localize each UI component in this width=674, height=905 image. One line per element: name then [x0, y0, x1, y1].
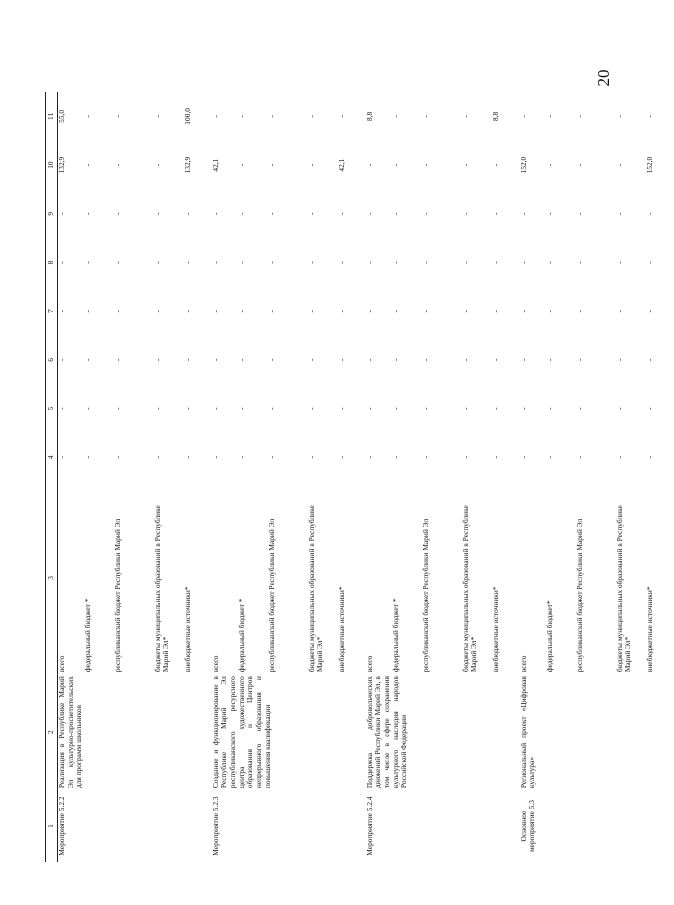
value-cell: - — [152, 163, 162, 167]
value-cell: - — [614, 115, 624, 118]
value-cell: - — [490, 456, 500, 459]
value-cell: - — [112, 407, 122, 410]
value-cell: - — [614, 163, 624, 167]
value-cell: - — [82, 309, 92, 313]
funding-source-cell: внебюджетные источники* — [336, 586, 346, 673]
funding-source-cell: бюджеты муниципальных образований в Республике Марий Эл* — [306, 505, 325, 673]
funding-source-cell: всего — [210, 655, 220, 673]
value-cell: - — [336, 407, 346, 410]
header-cell: 3 — [46, 482, 58, 675]
value-cell: - — [644, 407, 654, 410]
value-cell: - — [490, 212, 500, 216]
value-cell: - — [644, 456, 654, 459]
funding-source-cell: республиканский бюджет Республики Марий Эл — [574, 518, 584, 673]
value-cell: - — [574, 309, 584, 313]
value-cell: - — [306, 407, 316, 410]
header-cell: 6 — [46, 336, 58, 385]
value-cell: 42,1 — [336, 158, 346, 172]
header-cell: 11 — [46, 92, 58, 141]
value-cell: - — [182, 358, 192, 362]
value-cell: - — [236, 163, 246, 167]
value-cell: - — [152, 115, 162, 118]
value-cell: - — [152, 358, 162, 362]
value-cell: - — [574, 212, 584, 216]
funding-source-cell: федеральный бюджет * — [82, 598, 92, 673]
value-cell: - — [460, 212, 470, 216]
value-cell: - — [420, 456, 430, 459]
value-cell: - — [390, 456, 400, 459]
value-cell: - — [336, 358, 346, 362]
value-cell: - — [460, 456, 470, 459]
value-cell: - — [336, 115, 346, 118]
value-cell: 152,0 — [644, 156, 654, 174]
measure-title-cell: Реализация в Республике Марий Эл культурно-просветительских для программ школьников — [57, 676, 84, 789]
value-cell: - — [182, 407, 192, 410]
table-row — [212, 92, 238, 862]
value-cell: - — [544, 261, 554, 264]
value-cell: - — [182, 261, 192, 264]
value-cell: - — [112, 163, 122, 167]
measure-title-cell: Поддержка добровольческих движений Республики Марий Эл, в том числе в сфере сохранения культурного наследия народов Российской Федерации — [364, 676, 409, 789]
value-cell: - — [644, 358, 654, 362]
table-body — [58, 92, 674, 862]
funding-source-cell: внебюджетные источники* — [490, 586, 500, 673]
value-cell: - — [544, 212, 554, 216]
value-cell: - — [336, 261, 346, 264]
value-cell: - — [420, 407, 430, 410]
value-cell: - — [518, 358, 528, 362]
value-cell: - — [182, 212, 192, 216]
table-row — [520, 92, 546, 862]
value-cell: - — [390, 407, 400, 410]
value-cell: - — [82, 407, 92, 410]
value-cell: - — [266, 163, 276, 167]
value-cell: - — [574, 261, 584, 264]
value-cell: 132,9 — [182, 156, 192, 174]
measure-title-cell: Региональный проект «Цифровая культура» — [518, 676, 537, 789]
value-cell: - — [420, 212, 430, 216]
value-cell: - — [364, 212, 374, 216]
value-cell: - — [390, 163, 400, 167]
value-cell: - — [390, 309, 400, 313]
measure-name-cell: Основное мероприятие 5.3 — [518, 800, 537, 853]
value-cell: - — [210, 358, 220, 362]
value-cell: - — [82, 115, 92, 118]
value-cell: - — [210, 115, 220, 118]
value-cell: - — [306, 163, 316, 167]
funding-source-cell: всего — [57, 655, 66, 673]
value-cell: - — [82, 261, 92, 264]
value-cell: - — [236, 456, 246, 459]
value-cell: - — [390, 261, 400, 264]
value-cell: - — [544, 115, 554, 118]
value-cell: - — [112, 261, 122, 264]
value-cell: 8,8 — [490, 111, 500, 121]
value-cell: - — [460, 358, 470, 362]
value-cell: - — [210, 456, 220, 459]
value-cell: - — [518, 115, 528, 118]
value-cell: - — [518, 212, 528, 216]
funding-source-cell: всего — [364, 655, 374, 673]
measure-name-cell: Мероприятие 5.2.4 — [364, 796, 374, 856]
rotated-budget-table-sheet — [45, 92, 654, 862]
value-cell: - — [490, 407, 500, 410]
value-cell: - — [82, 212, 92, 216]
funding-source-cell: федеральный бюджет * — [390, 598, 400, 673]
header-cell: 7 — [46, 287, 58, 336]
value-cell: - — [336, 309, 346, 313]
value-cell: - — [420, 115, 430, 118]
value-cell: - — [364, 163, 374, 167]
value-cell: - — [182, 309, 192, 313]
value-cell: - — [266, 358, 276, 362]
value-cell: - — [152, 261, 162, 264]
value-cell: - — [236, 407, 246, 410]
value-cell: 132,9 — [57, 156, 66, 174]
value-cell: - — [544, 456, 554, 459]
value-cell: - — [644, 309, 654, 313]
value-cell: - — [644, 115, 654, 118]
value-cell: - — [112, 115, 122, 118]
page-number: 20 — [594, 69, 613, 87]
measure-name-cell: Мероприятие 5.2.2 — [57, 796, 66, 856]
value-cell: - — [57, 358, 66, 362]
funding-source-cell: внебюджетные источники* — [182, 586, 192, 673]
value-cell: - — [266, 115, 276, 118]
value-cell: - — [182, 456, 192, 459]
value-cell: - — [306, 358, 316, 362]
value-cell: - — [460, 407, 470, 410]
value-cell: - — [306, 309, 316, 313]
value-cell: - — [420, 309, 430, 313]
value-cell: - — [306, 261, 316, 264]
funding-source-cell: бюджеты муниципальных образований в Республике Марий Эл* — [460, 505, 479, 673]
value-cell: - — [364, 456, 374, 459]
value-cell: - — [364, 358, 374, 362]
value-cell: - — [152, 407, 162, 410]
value-cell: - — [614, 358, 624, 362]
funding-source-cell: федеральный бюджет* — [544, 600, 554, 673]
funding-source-cell: республиканский бюджет Республики Марий Эл — [266, 518, 276, 673]
value-cell: 42,1 — [210, 158, 220, 172]
value-cell: - — [112, 456, 122, 459]
value-cell: - — [574, 358, 584, 362]
funding-source-cell: бюджеты муниципальных образований в Республике Марий Эл* — [152, 505, 171, 673]
value-cell: - — [210, 212, 220, 216]
value-cell: 100,0 — [182, 108, 192, 125]
value-cell: - — [518, 456, 528, 459]
value-cell: - — [518, 309, 528, 313]
table-row — [366, 92, 392, 862]
value-cell: - — [614, 407, 624, 410]
value-cell: - — [644, 261, 654, 264]
header-cell: 1 — [46, 790, 58, 862]
value-cell: - — [112, 309, 122, 313]
value-cell: - — [57, 261, 66, 264]
funding-source-cell: федеральный бюджет * — [236, 598, 246, 673]
value-cell: - — [210, 407, 220, 410]
value-cell: - — [210, 309, 220, 313]
value-cell: - — [490, 163, 500, 167]
value-cell: - — [490, 261, 500, 264]
value-cell: - — [614, 261, 624, 264]
funding-source-cell: всего — [518, 655, 528, 673]
value-cell: - — [544, 358, 554, 362]
header-cell: 2 — [46, 674, 58, 790]
header-cell: 4 — [46, 433, 58, 482]
value-cell: - — [306, 212, 316, 216]
value-cell: 8,8 — [364, 111, 374, 121]
value-cell: - — [420, 261, 430, 264]
value-cell: - — [236, 261, 246, 264]
funding-source-cell: бюджеты муниципальных образований в Республике Марий Эл* — [614, 505, 633, 673]
value-cell: - — [210, 261, 220, 264]
value-cell: - — [390, 358, 400, 362]
value-cell: - — [57, 309, 66, 313]
value-cell: - — [236, 358, 246, 362]
value-cell: - — [460, 261, 470, 264]
value-cell: - — [152, 309, 162, 313]
value-cell: - — [266, 261, 276, 264]
value-cell: - — [518, 261, 528, 264]
table-row — [58, 92, 84, 862]
value-cell: - — [490, 358, 500, 362]
value-cell: - — [420, 358, 430, 362]
value-cell: - — [152, 456, 162, 459]
value-cell: - — [112, 212, 122, 216]
value-cell: - — [112, 358, 122, 362]
value-cell: 55,0 — [57, 109, 66, 123]
value-cell: - — [574, 163, 584, 167]
value-cell: - — [460, 309, 470, 313]
value-cell: - — [266, 212, 276, 216]
value-cell: - — [236, 212, 246, 216]
table-header-row — [46, 92, 58, 862]
value-cell: - — [490, 309, 500, 313]
value-cell: - — [544, 309, 554, 313]
block-spacer-row — [666, 92, 674, 862]
value-cell: - — [390, 115, 400, 118]
value-cell: - — [420, 163, 430, 167]
funding-source-cell: республиканский бюджет Республики Марий Эл — [112, 518, 122, 673]
header-cell: 9 — [46, 189, 58, 238]
value-cell: - — [518, 407, 528, 410]
value-cell: - — [460, 115, 470, 118]
value-cell: - — [57, 407, 66, 410]
value-cell: - — [306, 115, 316, 118]
value-cell: - — [236, 115, 246, 118]
value-cell: - — [644, 212, 654, 216]
measure-title-cell: Создание и функционирование в Республике Марий Эл республиканского ресурсного центра художественного образования и Центров непрерывного образования и повышения квалификации — [210, 676, 272, 789]
value-cell: - — [266, 407, 276, 410]
value-cell: - — [306, 456, 316, 459]
funding-source-cell: внебюджетные источники* — [644, 586, 654, 673]
value-cell: - — [82, 456, 92, 459]
measure-name-cell: Мероприятие 5.2.3 — [210, 796, 220, 856]
value-cell: - — [364, 407, 374, 410]
header-cell: 10 — [46, 141, 58, 190]
value-cell: - — [614, 456, 624, 459]
header-cell: 8 — [46, 238, 58, 287]
value-cell: - — [336, 212, 346, 216]
value-cell: - — [336, 456, 346, 459]
funding-source-cell: республиканский бюджет Республики Марий Эл — [420, 518, 430, 673]
value-cell: - — [614, 309, 624, 313]
value-cell: - — [57, 456, 66, 459]
value-cell: - — [266, 456, 276, 459]
value-cell: - — [57, 212, 66, 216]
value-cell: - — [364, 309, 374, 313]
value-cell: - — [152, 212, 162, 216]
value-cell: - — [266, 309, 276, 313]
value-cell: - — [236, 309, 246, 313]
value-cell: 152,0 — [518, 156, 528, 174]
value-cell: - — [614, 212, 624, 216]
spacer-cell — [666, 92, 674, 862]
value-cell: - — [364, 261, 374, 264]
value-cell: - — [574, 456, 584, 459]
value-cell: - — [544, 163, 554, 167]
value-cell: - — [574, 115, 584, 118]
value-cell: - — [82, 358, 92, 362]
value-cell: - — [574, 407, 584, 410]
value-cell: - — [460, 163, 470, 167]
value-cell: - — [390, 212, 400, 216]
value-cell: - — [544, 407, 554, 410]
value-cell: - — [82, 163, 92, 167]
header-cell: 5 — [46, 384, 58, 433]
budget-table — [45, 92, 674, 862]
